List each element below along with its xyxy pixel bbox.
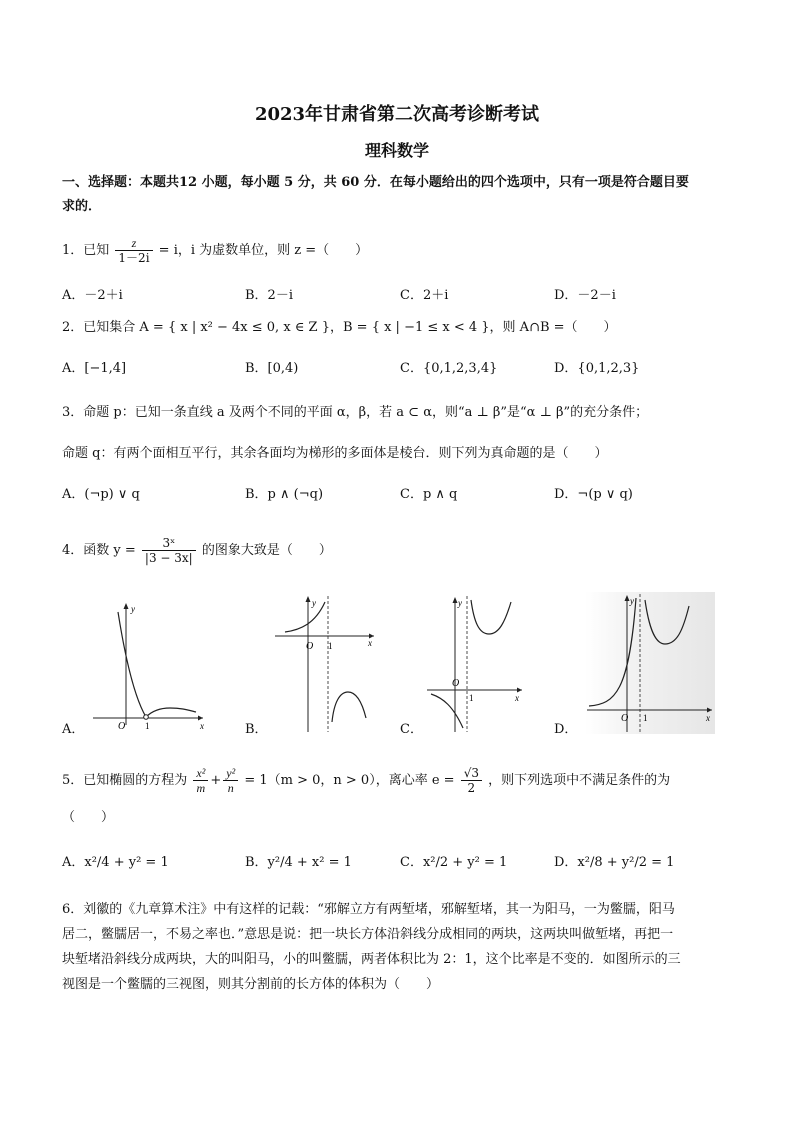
q2-option-d[interactable]: D．{0,1,2,3} bbox=[554, 361, 640, 376]
q5-option-a[interactable]: A．x²/4 + y² = 1 bbox=[62, 855, 169, 870]
graph-c-x-label: x bbox=[515, 693, 519, 703]
graph-c-origin: O bbox=[452, 678, 460, 689]
q4-den: |3 − 3x| bbox=[144, 551, 193, 565]
q5-option-d[interactable]: D．x²/8 + y²/2 = 1 bbox=[554, 855, 675, 870]
q4-prefix: 4．函数 y = bbox=[62, 543, 136, 558]
q5-two: 2 bbox=[467, 781, 476, 795]
q1-rest: = i，i 为虚数单位，则 z =（ ） bbox=[158, 243, 369, 258]
question-2: 2．已知集合 A = { x | x² − 4x ≤ 0, x ∈ Z }，B = { x | −1 ≤ x < 4 }，则 A∩B =（ ） bbox=[62, 320, 617, 335]
q5-prefix: 5．已知椭圆的方程为 bbox=[62, 773, 188, 788]
page-subtitle: 理科数学 bbox=[364, 141, 429, 160]
q5-frac-y bbox=[223, 766, 238, 795]
section-heading-line2: 求的． bbox=[62, 199, 102, 214]
q5-option-b[interactable]: B．y²/4 + x² = 1 bbox=[245, 855, 352, 870]
q3-option-d[interactable]: D．¬(p ∨ q) bbox=[554, 487, 633, 502]
graph-a-origin: O bbox=[118, 721, 126, 730]
q1-fraction bbox=[115, 236, 152, 265]
q4-num: 3ˣ bbox=[142, 536, 196, 551]
graph-a-x-label: x bbox=[200, 721, 204, 730]
graph-b-origin: O bbox=[306, 641, 314, 652]
question-3-line1: 3．命题 p：已知一条直线 a 及两个不同的平面 α，β，若 a ⊂ α，则“a ⊥ β”是“α ⊥ β”的充分条件； bbox=[62, 405, 649, 420]
graph-d-one: 1 bbox=[643, 713, 648, 723]
q3-option-a[interactable]: A．(¬p) ∨ q bbox=[62, 487, 140, 502]
q5-option-c[interactable]: C．x²/2 + y² = 1 bbox=[400, 855, 508, 870]
question-6-line2: 居二，鳖臑居一，不易之率也．”意思是说：把一块长方体沿斜线分成相同的两块，这两块叫做堑堵，再把一 bbox=[62, 927, 674, 942]
q3-option-b[interactable]: B．p ∧ (¬q) bbox=[245, 487, 324, 502]
q1-option-d[interactable]: D．－2－i bbox=[554, 288, 616, 303]
q2-option-c[interactable]: C．{0,1,2,3,4} bbox=[400, 361, 498, 376]
q5-y2: y² bbox=[223, 766, 238, 781]
q5-frac-x bbox=[193, 766, 208, 795]
q5-rest: ，则下列选项中不满足条件的为 bbox=[488, 773, 671, 788]
page-title: 2023年甘肃省第二次高考诊断考试 bbox=[254, 104, 540, 125]
q5-frac-e bbox=[461, 766, 482, 795]
q1-option-c[interactable]: C．2＋i bbox=[400, 288, 449, 303]
graph-d-label[interactable]: D． bbox=[554, 722, 578, 737]
question-6-line4: 视图是一个鳖臑的三视图，则其分割前的长方体的体积为（ ） bbox=[62, 977, 440, 992]
graph-a-one: 1 bbox=[145, 721, 150, 730]
q1-option-b[interactable]: B．2－i bbox=[245, 288, 293, 303]
graph-d-x-label: x bbox=[706, 713, 710, 723]
question-3-line2: 命题 q：有两个面相互平行，其余各面均为梯形的多面体是棱台．则下列为真命题的是（ ） bbox=[62, 446, 608, 461]
q1-num: z bbox=[115, 236, 152, 251]
graph-a-label[interactable]: A． bbox=[62, 722, 85, 737]
q1-prefix: 1．已知 bbox=[62, 243, 110, 258]
question-4 bbox=[62, 536, 332, 565]
q5-x2: x² bbox=[193, 766, 208, 781]
q5-mid: = 1（m > 0，n > 0），离心率 e = bbox=[244, 773, 455, 788]
graph-b-label[interactable]: B． bbox=[245, 722, 268, 737]
graph-b-x-label: x bbox=[368, 638, 372, 648]
q5-n: n bbox=[227, 781, 234, 795]
q5-paren: （ ） bbox=[62, 810, 115, 825]
graph-c-y-label: y bbox=[458, 598, 462, 608]
q4-fraction bbox=[142, 536, 196, 565]
question-5: 5．已知椭圆的方程为 $\frac{\text{x²}}{m}$ + $\frac{\text{y²}}{n}$ = 1（m > 0，n > 0），离心率 e = $\frac{√3}{2}$ ，则下列选项中不满足条件的为 bbox=[62, 766, 671, 795]
graph-d-y-label: y bbox=[630, 596, 634, 606]
section-heading-line1: 一、选择题：本题共12 小题，每小题 5 分，共 60 分．在每小题给出的四个选项中，只有一项是符合题目要 bbox=[62, 175, 689, 190]
graph-c-label[interactable]: C． bbox=[400, 722, 423, 737]
graph-a-y-label: y bbox=[131, 604, 135, 614]
graph-b-one: 1 bbox=[328, 641, 333, 651]
graph-c bbox=[425, 594, 525, 734]
question-6-line3: 块堑堵沿斜线分成两块，大的叫阳马，小的叫鳖臑，两者体积比为 2：1，这个比率是不变的．如图所示的三 bbox=[62, 952, 681, 967]
graph-b bbox=[270, 594, 380, 734]
question-1 bbox=[62, 236, 368, 265]
q4-rest: 的图象大致是（ ） bbox=[201, 543, 332, 558]
q5-sqrt3: √3 bbox=[461, 766, 482, 781]
q2-option-b[interactable]: B．[0,4) bbox=[245, 361, 299, 376]
graph-d-origin: O bbox=[621, 713, 629, 724]
q1-option-a[interactable]: A．－2＋i bbox=[62, 288, 123, 303]
question-6-line1: 6．刘徽的《九章算术注》中有这样的记载：“邪解立方有两堑堵，邪解堑堵，其一为阳马，一为鳖臑，阳马 bbox=[62, 902, 675, 917]
q5-m: m bbox=[196, 781, 206, 795]
graph-d bbox=[585, 592, 715, 734]
graph-c-one: 1 bbox=[469, 693, 474, 703]
q3-option-c[interactable]: C．p ∧ q bbox=[400, 487, 458, 502]
q1-den: 1－2i bbox=[118, 251, 150, 265]
graph-a bbox=[88, 600, 208, 730]
q2-option-a[interactable]: A．[−1,4] bbox=[62, 361, 127, 376]
graph-b-y-label: y bbox=[312, 598, 316, 608]
